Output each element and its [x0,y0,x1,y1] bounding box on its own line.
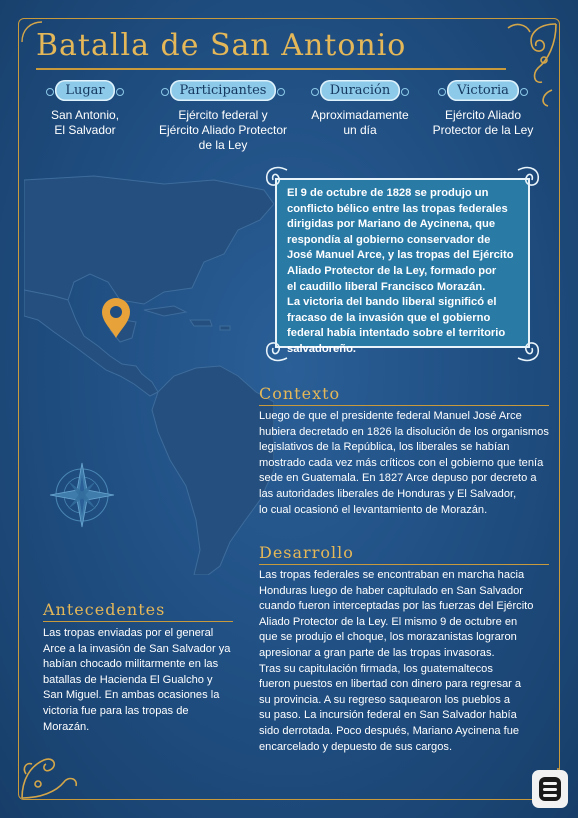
intro-flourish-top-right [516,162,546,192]
desarrollo-heading: Desarrollo [259,543,354,562]
south-america-landmass [152,366,274,575]
fact-participantes [148,80,298,153]
fact-value: Aproximadamente un día [311,108,409,137]
title-underline [36,68,506,70]
brand-logo [532,770,568,808]
fact-victoria [422,80,544,138]
antecedentes-body: Las tropas enviadas por el general Arce a la invasión de San Salvador ya habían chocado militarmente en las batallas de Hacienda El Gualcho y San Miguel. En ambas ocasiones la victoria fue para las tropas de Morazán. [43,627,231,733]
fact-duracion [300,80,420,138]
fact-value: Ejército Aliado Protector de la Ley [432,108,534,137]
contexto-heading: Contexto [259,384,341,403]
desarrollo-rule [259,564,549,565]
brand-logo-icon [532,770,568,808]
north-america-landmass [24,176,274,304]
fact-label: Victoria [447,80,519,101]
fact-lugar [30,80,140,138]
intro-flourish-bottom-left [259,336,289,366]
fact-label: Lugar [55,80,114,101]
compass-rose-icon [50,463,114,527]
facts-row [30,80,550,160]
intro-text: El 9 de octubre de 1828 se produjo un conflicto bélico entre las tropas federales dirigidas por Mariano de Aycinena, que respondía al gobierno conservador de José Manuel Arce, y las tropas del Ejército Aliado Protector de la Ley, formado por el caudillo liberal Francisco Morazán. La victoria del bando liberal significó el fracaso de la invasión que el gobierno federal había intentado sobre el territorio salvadoreño. [287,187,514,355]
page-title: Batalla de San Antonio [36,28,407,63]
fact-value: Ejército federal y Ejército Aliado Protector de la Ley [158,108,288,152]
fact-label: Duración [320,80,400,101]
intro-flourish-top-left [259,162,289,192]
desarrollo-body: Las tropas federales se encontraban en marcha hacia Honduras luego de haber capitulado en San Salvador cuando fueron interceptadas por las fuerzas del Ejército Aliado Protector de la Ley. El mismo 9 de octubre en que se produjo el choque, los morazanistas lograron apresionar a gran parte de las tropas invasoras. Tras su capitulación firmada, los guatemaltecos fueron puestos en libertad con dinero para regresar a su provincia. A su regreso saquearon los pueblos a su paso. La incursión federal en San Salvador había sido derrotada. Poco después, Mariano Aycinena fue encarcelado y depuesto de sus cargos. [259,569,534,753]
central-america-landmass [24,290,158,396]
contexto-body: Luego de que el presidente federal Manuel José Arce hubiera decretado en 1826 la disolución de los organismos legislativos de la República, los liberales se habían mostrado cada vez más críticos con el gobierno que tenía sede en Guatemala. En 1827 Arce depuso por decreto a las autoridades liberales de Honduras y El Salvador, lo cual ocasionó el levantamiento de Morazán. [259,410,549,516]
americas-map [24,170,274,575]
intro-panel [275,178,530,355]
contexto-rule [259,405,549,406]
antecedentes-heading: Antecedentes [43,600,166,619]
antecedentes-rule [43,621,233,622]
intro-flourish-bottom-right [516,336,546,366]
fact-value: San Antonio, El Salvador [50,108,120,137]
fact-label: Participantes [170,80,277,101]
corner-ornament-bottom-left [18,740,88,802]
